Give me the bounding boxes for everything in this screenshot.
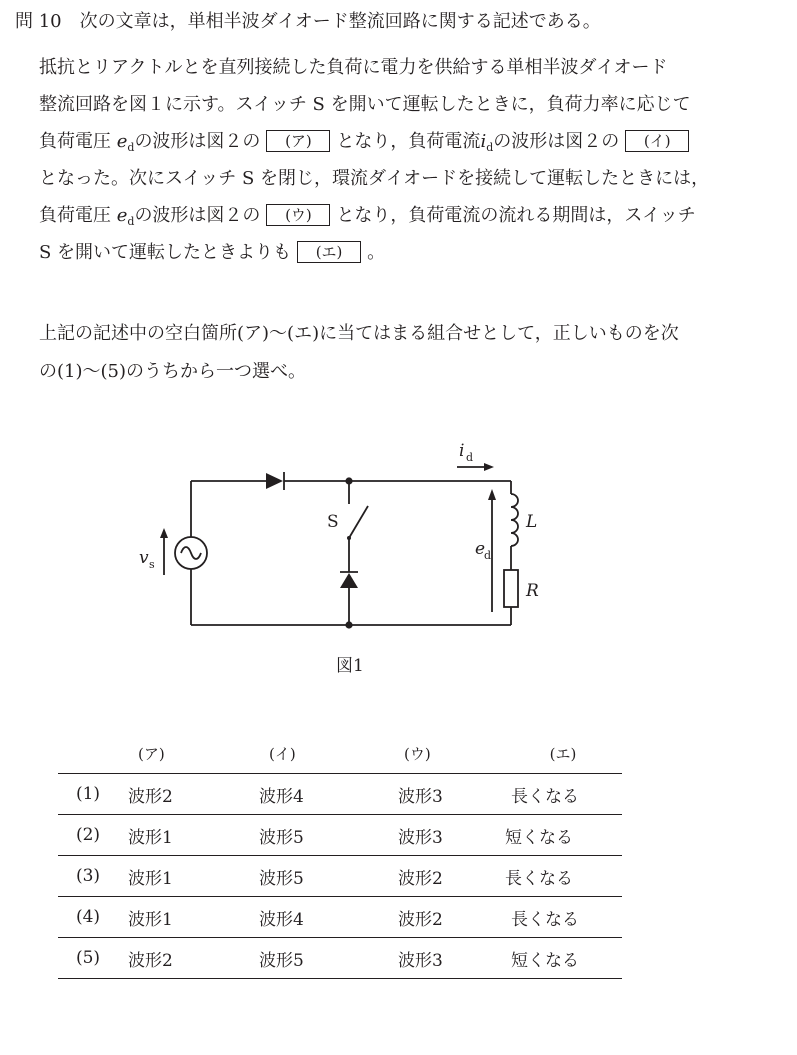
label-id-sub: d xyxy=(466,451,474,464)
header-cell: (ア) xyxy=(138,744,165,763)
paragraph-line-3: 負荷電圧 $e_d$の波形は図２の (ア) となり，負荷電流$i_d$の波形は図２の (イ) xyxy=(39,130,695,160)
label-R: R xyxy=(526,581,539,601)
table-row: (4) 波形1 波形4 波形2 長くなる xyxy=(58,897,622,938)
label-ed-sub: d xyxy=(484,549,492,562)
label-id: i xyxy=(459,441,465,461)
inductor-coil xyxy=(511,494,518,546)
paragraph-line-6: S を開いて運転したときよりも (エ) 。 xyxy=(39,242,386,263)
paragraph-line-7: 上記の記述中の空白箇所(ア)～(エ)に当てはまる組合せとして，正しいものを次 xyxy=(39,323,679,344)
paragraph-line-1: 抵抗とリアクトルとを直列接続した負荷に電力を供給する単相半波ダイオード xyxy=(39,57,668,78)
switch-blade xyxy=(349,506,368,538)
blank-u: (ウ) xyxy=(266,204,330,226)
blank-i: (イ) xyxy=(625,130,689,152)
paragraph-line-4: となった。次にスイッチ S を閉じ，環流ダイオードを接続して運転したときには， xyxy=(39,168,710,189)
vs-arrowhead xyxy=(160,528,168,538)
header-cell xyxy=(58,733,118,774)
id-arrowhead xyxy=(484,463,494,471)
answer-table xyxy=(58,733,622,979)
table-row: (3) 波形1 波形5 波形2 長くなる xyxy=(58,856,622,897)
label-ed: e xyxy=(475,539,486,559)
label-L: L xyxy=(526,512,538,532)
table-header-row xyxy=(58,733,622,774)
switch-pivot xyxy=(347,536,351,540)
paragraph-line-2: 整流回路を図１に示す。スイッチ S を開いて運転したときに，負荷力率に応じて xyxy=(39,94,691,115)
label-vs: v xyxy=(139,548,149,568)
node-bottom xyxy=(345,621,352,628)
question-number: 問 10 xyxy=(15,11,62,32)
header-cell: (イ) xyxy=(269,744,296,763)
table-row: (1) 波形2 波形4 波形3 長くなる xyxy=(58,774,622,815)
header-cell: (ウ) xyxy=(404,744,431,763)
blank-e: (エ) xyxy=(297,241,361,263)
node-top xyxy=(345,477,352,484)
resistor-box xyxy=(504,570,518,607)
blank-a: (ア) xyxy=(266,130,330,152)
diode-triangle xyxy=(266,473,283,489)
table-row: (5) 波形2 波形5 波形3 短くなる xyxy=(58,938,622,979)
figure-caption: 図1 xyxy=(336,656,364,676)
label-vs-sub: s xyxy=(149,558,155,571)
ac-sine-icon xyxy=(181,547,201,559)
table-row: (2) 波形1 波形5 波形3 短くなる xyxy=(58,815,622,856)
freewheel-diode-triangle xyxy=(340,573,358,588)
paragraph-line-8: の(1)～(5)のうちから一つ選べ。 xyxy=(39,361,306,382)
symbol-ed: $e_d$ xyxy=(116,131,135,154)
symbol-id: $i_d$ xyxy=(480,131,494,154)
paragraph-line-5: 負荷電圧 $e_d$の波形は図２の (ウ) となり，負荷電流の流れる期間は，スイッチ xyxy=(39,205,696,228)
symbol-ed-2: $e_d$ xyxy=(116,205,135,228)
header-cell: (エ) xyxy=(549,744,577,763)
label-S: S xyxy=(327,512,339,532)
question-intro: 次の文章は，単相半波ダイオード整流回路に関する記述である。 xyxy=(79,11,601,32)
ed-arrowhead xyxy=(488,489,496,500)
